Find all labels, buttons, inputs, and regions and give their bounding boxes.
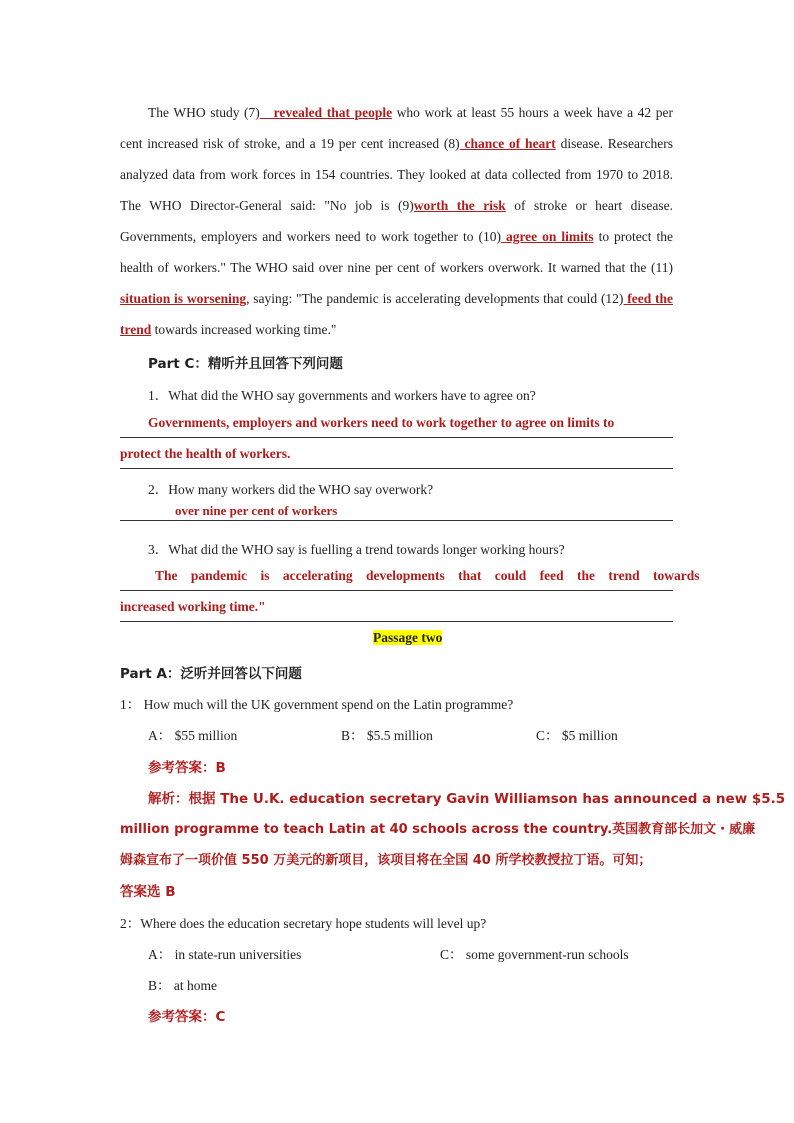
part-a-heading: Part A：泛听并回答以下问题 [120, 666, 302, 682]
option-c: C： $5 million [536, 728, 618, 743]
p2-q2-answer: 参考答案：C [148, 1009, 226, 1025]
option-b: B： $5.5 million [341, 728, 433, 743]
passage-text: towards increased working time." [151, 322, 337, 337]
p2-q1-explanation-4: 答案选 B [120, 884, 176, 900]
blank-answer-10: agree on limits [505, 229, 594, 244]
passage-text: of stroke or heart disease. Governments, employers and workers need to work together to (10) [120, 198, 673, 244]
passage-text: , saying: "The pandemic is accelerating developments that could (12) [246, 291, 624, 306]
p2-question-2: 2：Where does the education secretary hope students will level up? [120, 916, 487, 931]
passage-paragraph [120, 97, 673, 345]
passage-text: disease. Researchers analyzed data from work forces in 154 countries. They looked at data collected from 1970 to 2018. The WHO Director-General said: "No job is (9) [120, 136, 674, 213]
p2-q1-answer: 参考答案：B [148, 760, 226, 776]
blank-answer-11: situation is worsening [120, 291, 247, 306]
answer-1-line1: Governments, employers and workers need to work together to agree on limits to [120, 415, 673, 438]
q2-option-a: A： in state-run universities [148, 947, 302, 962]
blank-answer-7: revealed that people [273, 105, 393, 120]
p2-q1-explanation-1: 解析：根据 The U.K. education secretary Gavin Williamson has announced a new $5.5 [148, 791, 786, 807]
p2-q1-explanation-2: million programme to teach Latin at 40 schools across the country.英国教育部长加文・威廉 [120, 822, 756, 837]
question-2: 2．How many workers did the WHO say overwork? [148, 482, 434, 497]
passage-text: to protect the health of workers." The WHO said over nine per cent of workers overwork. It warned that the (11) [120, 229, 673, 275]
answer-2: over nine per cent of workers [120, 503, 673, 521]
blank-answer-8: chance of heart [464, 136, 556, 151]
p2-q1-explanation-3: 姆森宣布了一项价值 550 万美元的新项目，该项目将在全国 40 所学校教授拉丁语。可知； [120, 853, 652, 868]
answer-3-line2: increased working time." [120, 599, 673, 622]
q2-option-c: C： some government-run schools [440, 947, 629, 962]
passage-two-title: Passage two [373, 630, 443, 645]
passage-text: The WHO study (7) [148, 105, 260, 120]
answer-1-line2: protect the health of workers. [120, 446, 673, 469]
question-3: 3．What did the WHO say is fuelling a trend towards longer working hours? [148, 542, 565, 557]
passage-text: who work at least 55 hours a week have a 42 per cent increased risk of stroke, and a 19 per cent increased (8) [120, 105, 674, 151]
blank-answer-9: worth the risk [413, 198, 506, 213]
question-1: 1．What did the WHO say governments and workers have to agree on? [148, 388, 536, 403]
blank-answer-12: feed the trend [120, 291, 674, 337]
option-a: A： $55 million [148, 728, 238, 743]
part-c-heading: Part C：精听并且回答下列问题 [148, 356, 343, 372]
q2-option-b: B： at home [148, 978, 217, 993]
answer-3-line1: The pandemic is accelerating developments that could feed the trend towards [120, 568, 673, 591]
p2-question-1: 1： How much will the UK government spend on the Latin programme? [120, 697, 514, 712]
